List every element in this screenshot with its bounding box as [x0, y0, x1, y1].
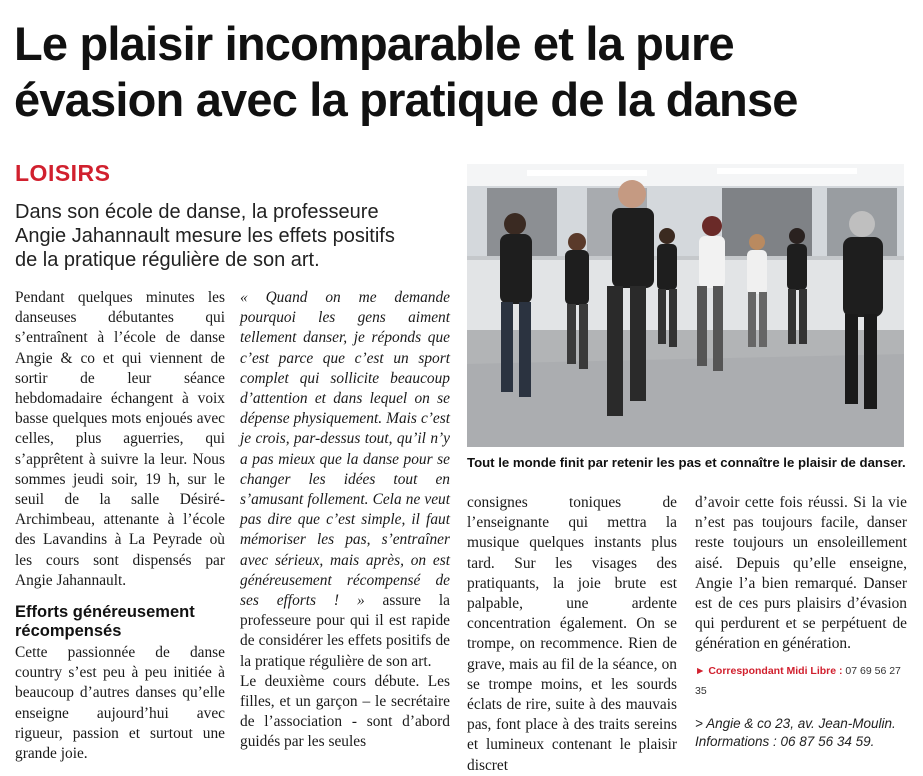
lede: [15, 200, 455, 272]
correspondent-label: Correspondant Midi Libre :: [708, 664, 843, 677]
headline: [14, 16, 914, 128]
body-paragraph-4-middle: consignes toniques de l’enseignante qui mettra la musique quelques instants plus tard. Sur les visages des pratiquants, la joie brute est palpable, une ardente concentration également. On se trompe, on recommence. Rien de grave, mais au fil de la séance, on se trompe moins, et les sourds éclats de rire, suite à des mauvais pas, font place à des traits sereins et lumineux contenant le plaisir discret: [467, 494, 677, 774]
lede-line-1: Dans son école de danse, la professeure: [15, 201, 379, 223]
article-column-4: [695, 493, 907, 750]
article-column-2: [240, 288, 450, 751]
info-box: [695, 715, 907, 751]
article-column-3: [467, 493, 677, 774]
body-paragraph-4-end: d’avoir cette fois réussi. Si la vie n’est pas toujours facile, danser reste toujours un ensoleillement aisé. Depuis qu’elle enseigne, Angie l’a bien remarqué. Danser est de ces purs plaisirs d’évasion qui perdurent et se perpétuent de génération en génération.: [695, 494, 907, 653]
correspondent-credit: [695, 661, 907, 701]
section-kicker: LOISIRS: [15, 160, 111, 186]
body-paragraph-4-start: Le deuxième cours débute. Les filles, et un garçon – le secrétaire de l’association - sont d’abord guidés par les seules: [240, 672, 450, 751]
headline-line-1: Le plaisir incomparable et la pure: [14, 17, 734, 70]
subheading: Efforts généreusement récompensés: [15, 603, 195, 641]
correspondent-marker: ►: [695, 664, 706, 677]
article-column-1: [15, 288, 225, 763]
info-phone: Informations : 06 87 56 34 59.: [695, 734, 875, 750]
lede-line-2: Angie Jahannault mesure les effets positifs: [15, 225, 395, 247]
info-address: > Angie & co 23, av. Jean-Moulin.: [695, 716, 896, 732]
body-paragraph-1: Pendant quelques minutes les danseuses débutantes qui s’entraînent à l’école de danse Angie & co et qui viennent de sortir de leur séance hebdomadaire échangent à voix basse quelques mots enjoués avec celles, plus aguerries, qui s’apprêtent à suivre la leur. Nous sommes jeudi soir, 19 h, sur le seuil de la salle Désiré-Archimbeau, attenante à l’école des Lavandins à La Peyrade où les cours sont dispensés par Angie Jahannault.: [15, 289, 225, 589]
article-photo: [467, 164, 904, 447]
correspondent-phone: 07 69 56 27 35: [695, 664, 901, 697]
body-paragraph-2: Cette passionnée de danse country s’est peu à peu initiée à beaucoup d’autres danses qu’elle enseigne aujourd’hui avec rigueur, passion et surtout une grande joie.: [15, 644, 225, 763]
quote-attribution: assure la professeure pour qui il est rapide de considérer les effets positifs de la pratique régulière de son art.: [240, 592, 450, 670]
quote-paragraph: [240, 288, 450, 672]
quote-text: « Quand on me demande pourquoi les gens aiment tellement danser, je réponds que c’est parce que c’est un sport complet qui sollicite beaucoup d’attention et dans lequel on se dépense physiquement. Mais c’est je crois, par-dessus tout, qu’il n’y a pas mieux que la danse pour se changer les idées tout en s’amusant follement. Cela ne veut pas dire que c’est simple, il faut mémoriser les pas, s’entraîner avec sérieux, mais après, on est généreusement récompensé de ses efforts ! »: [240, 289, 450, 610]
photo-caption: Tout le monde finit par retenir les pas et connaître le plaisir de danser.: [467, 455, 906, 470]
lede-line-3: de la pratique régulière de son art.: [15, 249, 320, 271]
dance-class-illustration: [467, 164, 904, 447]
headline-line-2: évasion avec la pratique de la danse: [14, 73, 798, 126]
